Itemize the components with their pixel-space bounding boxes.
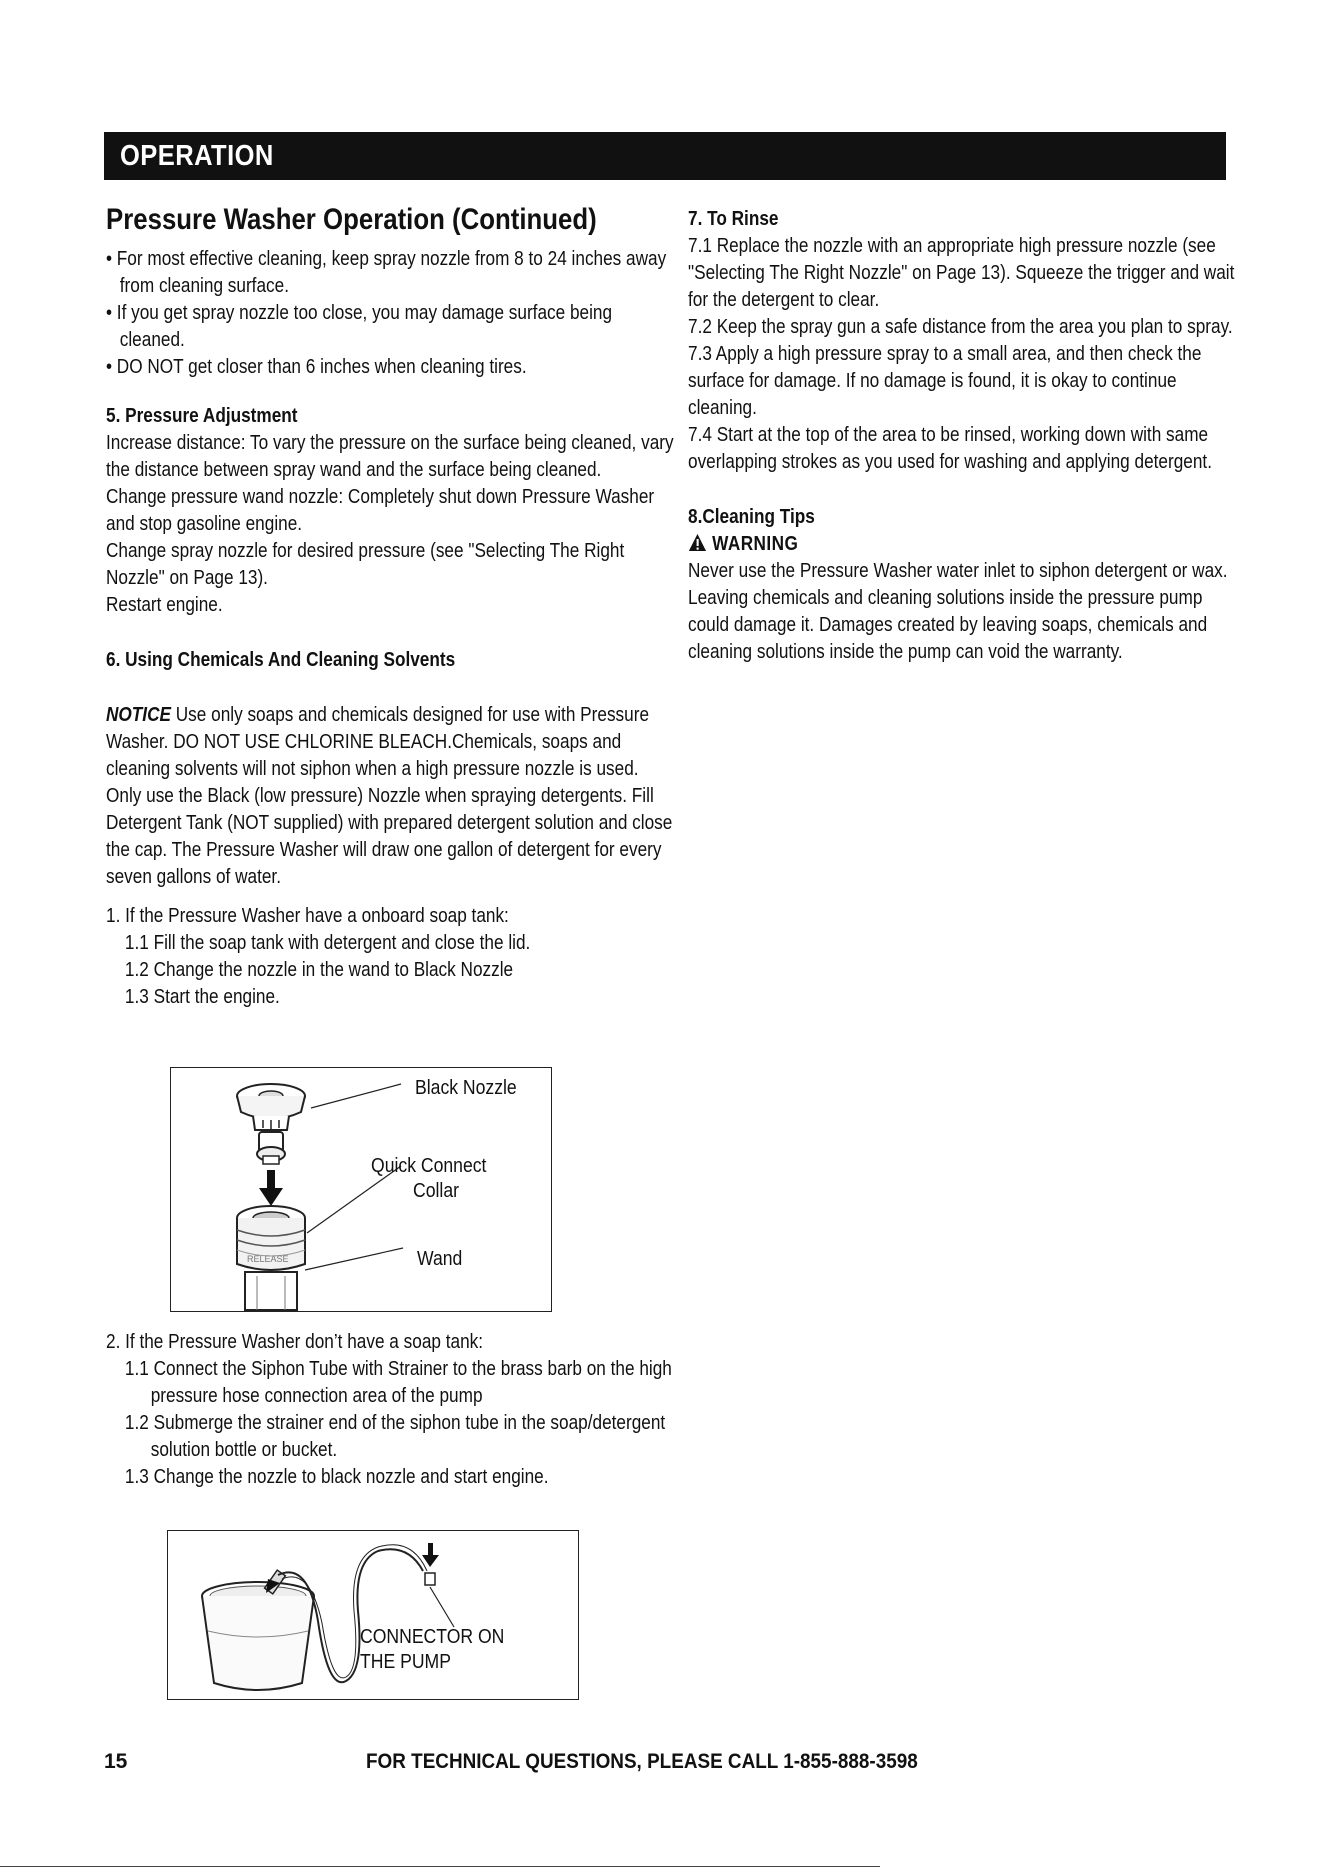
paragraph: Leaving chemicals and cleaning solutions inside the pressure pump could damage it. Damages created by leaving soaps, chemicals and cleaning solutions inside the pump can void the warranty. — [688, 587, 1208, 663]
list-subitem: 1.1 Connect the Siphon Tube with Strainer to the brass barb on the high pressure hose connection area of the pump — [124, 1358, 672, 1407]
notice-label: NOTICE — [106, 704, 171, 726]
paragraph: 7.2 Keep the spray gun a safe distance from the area you plan to spray. — [688, 316, 1233, 338]
right-column — [688, 206, 1248, 666]
nozzle-illustration — [171, 1068, 551, 1311]
paragraph: Never use the Pressure Washer water inlet to siphon detergent or wax. — [688, 560, 1228, 582]
bullet-item: • If you get spray nozzle too close, you may damage surface being cleaned. — [106, 302, 613, 351]
list-subitem: 1.3 Start the engine. — [124, 986, 280, 1008]
nozzle-diagram — [170, 1067, 552, 1312]
list-subitem: 1.2 Submerge the strainer end of the siphon tube in the soap/detergent solution bottle or bucket. — [124, 1412, 666, 1461]
list-item: 2. If the Pressure Washer don’t have a soap tank: — [106, 1331, 484, 1353]
release-label: RELEASE — [247, 1254, 289, 1264]
paragraph: Restart engine. — [106, 594, 223, 616]
siphon-diagram — [167, 1530, 579, 1700]
collar-label: Collar — [413, 1180, 459, 1202]
bullet-item: • For most effective cleaning, keep spray nozzle from 8 to 24 inches away from cleaning surface. — [106, 248, 667, 297]
connector-label-line1: CONNECTOR ON — [360, 1626, 505, 1648]
paragraph: 7.3 Apply a high pressure spray to a small area, and then check the surface for damage. If no damage is found, it is okay to continue cleaning. — [688, 343, 1202, 419]
section-7-heading: 7. To Rinse — [688, 208, 779, 230]
bottom-rule — [0, 1866, 880, 1867]
paragraph: Change pressure wand nozzle: Completely shut down Pressure Washer and stop gasoline engine. — [106, 486, 655, 535]
section-6-heading: 6. Using Chemicals And Cleaning Solvents — [106, 649, 456, 671]
black-nozzle-label: Black Nozzle — [415, 1077, 517, 1099]
list-subitem: 1.2 Change the nozzle in the wand to Black Nozzle — [124, 959, 514, 981]
paragraph: Change spray nozzle for desired pressure (see "Selecting The Right Nozzle" on Page 13). — [106, 540, 625, 589]
page-number: 15 — [104, 1750, 128, 1773]
wand-label: Wand — [417, 1248, 463, 1270]
warning-heading — [688, 531, 1247, 558]
section-title: OPERATION — [120, 140, 274, 172]
list-item: 1. If the Pressure Washer have a onboard soap tank: — [106, 905, 509, 927]
warning-icon — [688, 533, 707, 552]
bullet-item: • DO NOT get closer than 6 inches when cleaning tires. — [106, 356, 527, 378]
paragraph: Increase distance: To vary the pressure on the surface being cleaned, vary the distance between spray wand and the surface being cleaned. — [106, 432, 674, 481]
connector-label-line2: THE PUMP — [360, 1651, 451, 1673]
section-banner — [104, 132, 1226, 180]
notice-text: Use only soaps and chemicals designed for use with Pressure Washer. DO NOT USE CHLORINE BLEACH.Chemicals, soaps and cleaning solvents will not siphon when a high pressure nozzle is used. Only use the Black (low pressure) Nozzle when spraying detergents. Fill Detergent Tank (NOT supplied) with prepared detergent solution and close the cap. The Pressure Washer will draw one gallon of detergent for every seven gallons of water. — [106, 704, 673, 888]
item-2-block — [106, 1329, 676, 1491]
quick-connect-label: Quick Connect — [371, 1155, 487, 1177]
paragraph: 7.4 Start at the top of the area to be rinsed, working down with same overlapping strokes as you used for washing and applying detergent. — [688, 424, 1212, 473]
section-8-heading: 8.Cleaning Tips — [688, 506, 815, 528]
left-column — [106, 200, 676, 1011]
technical-support-line: FOR TECHNICAL QUESTIONS, PLEASE CALL 1-855-888-3598 — [366, 1750, 918, 1773]
list-subitem: 1.3 Change the nozzle to black nozzle and start engine. — [124, 1466, 549, 1488]
warning-label: WARNING — [712, 533, 799, 555]
notice-paragraph — [106, 702, 675, 891]
paragraph: 7.1 Replace the nozzle with an appropriate high pressure nozzle (see "Selecting The Right Nozzle" on Page 13). Squeeze the trigger and wait for the detergent to clear. — [688, 235, 1235, 311]
section-5-heading: 5. Pressure Adjustment — [106, 405, 298, 427]
list-subitem: 1.1 Fill the soap tank with detergent and close the lid. — [124, 932, 531, 954]
page-title: Pressure Washer Operation (Continued) — [106, 203, 597, 236]
